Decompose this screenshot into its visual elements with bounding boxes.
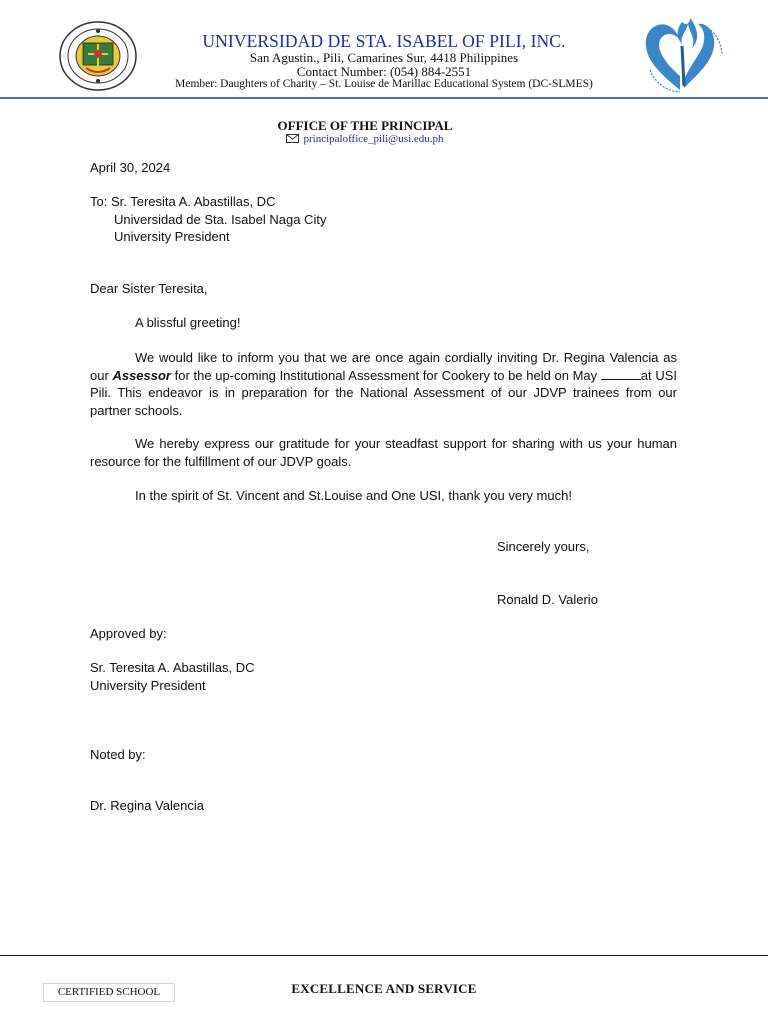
school-seal-icon — [58, 20, 138, 92]
office-email-row — [0, 133, 730, 146]
date-blank — [601, 367, 641, 380]
para1-after: for the up-coming Institutional Assessment for Cookery to be held on May — [171, 367, 601, 383]
greeting: A blissful greeting! — [135, 315, 241, 330]
office-email-link[interactable]: principaloffice_pili@usi.edu.ph — [303, 133, 444, 145]
office-title: OFFICE OF THE PRINCIPAL — [277, 118, 453, 133]
header-divider — [0, 97, 768, 99]
letter-date: April 30, 2024 — [90, 160, 171, 175]
paragraph-closing-thanks: In the spirit of St. Vincent and St.Louise and One USI, thank you very much! — [135, 488, 572, 503]
university-address: San Agustin., Pili, Camarines Sur, 4418 Philippines — [249, 50, 519, 65]
paragraph-invitation — [90, 349, 677, 419]
approved-label: Approved by: — [90, 626, 167, 641]
university-name: UNIVERSIDAD DE STA. ISABEL OF PILI, INC. — [202, 31, 566, 51]
certified-school-badge: CERTIFIED SCHOOL — [43, 983, 175, 1002]
recipient-line-2: Universidad de Sta. Isabel Naga City — [114, 212, 327, 227]
assessor-emphasis: Assessor — [112, 367, 171, 383]
salutation: Dear Sister Teresita, — [90, 281, 208, 296]
noted-label: Noted by: — [90, 747, 146, 762]
university-contact: Contact Number: (054) 884-2551 — [296, 64, 472, 79]
envelope-icon — [286, 134, 299, 146]
approver-title: University President — [90, 678, 206, 693]
para1-end: at USI Pili. This endeavor is in preparation for the National Assessment of our JDVP trainees from our partner schools. — [90, 367, 677, 418]
recipient-line-3: University President — [114, 229, 230, 244]
paragraph-gratitude: We hereby express our gratitude for your steadfast support for sharing with us your human resource for the fulfillment of our JDVP goals. — [90, 436, 677, 469]
noted-name: Dr. Regina Valencia — [90, 798, 204, 813]
recipient-line-1: To: Sr. Teresita A. Abastillas, DC — [90, 194, 276, 209]
footer-motto: EXCELLENCE AND SERVICE — [291, 981, 477, 996]
signatory-name: Ronald D. Valerio — [497, 592, 598, 607]
footer-divider — [0, 955, 768, 956]
university-membership: Member: Daughters of Charity – St. Louise de Marillac Educational System (DC-SLMES) — [175, 78, 593, 90]
para1-before: We would like to inform you that we are once again cordially inviting Dr. Regina Valencia as our — [90, 350, 677, 383]
dc-flame-heart-logo-icon — [640, 10, 726, 94]
approver-name: Sr. Teresita A. Abastillas, DC — [90, 660, 255, 675]
closing: Sincerely yours, — [497, 539, 590, 554]
